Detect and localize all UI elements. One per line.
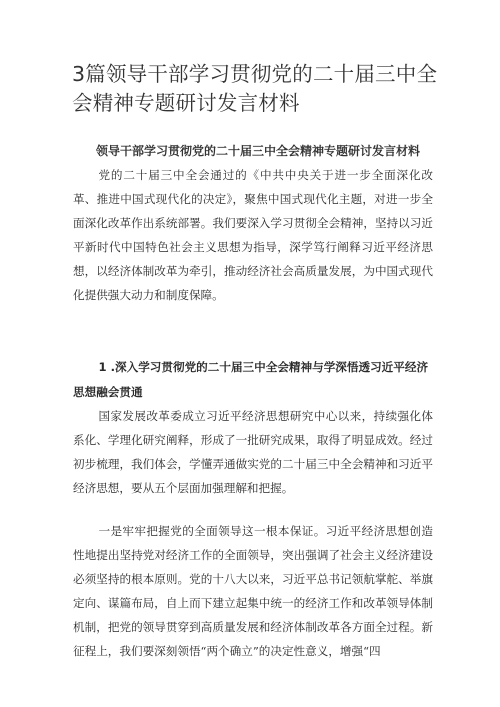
document-subtitle: 领导干部学习贯彻党的二十届三中全会精神专题研讨发言材料 bbox=[96, 144, 421, 158]
paragraph-party-leadership: 一是牢牢把握党的全面领导这一根本保证。习近平经济思想创造性地提出坚持党对经济工作的全面领导，突出强调了社会主义经济建设必须坚持的根本原则。党的十八大以来，习近平总书记领航掌舵、举旗定向、谋篇布局，自上而下建立起集中统一的经济工作和改革领导体制机制，把党的领导贯穿到高质量发展和经济体制改革各方面全过程。新征程上，我们要深刻领悟“两个确立”的决定性意义，增强“四 bbox=[73, 524, 433, 658]
section-heading-1: 1 .深入学习贯彻党的二十届三中全会精神与学深悟透习近平经济思想融会贯通 bbox=[73, 360, 429, 399]
paragraph-intro: 党的二十届三中全会通过的《中共中央关于进一步全面深化改革、推进中国式现代化的决定》，聚焦中国式现代化主题，对进一步全面深化改革作出系统部署。我们要深入学习贯彻全会精神，坚持以习近平新时代中国特色社会主义思想为指导，深学笃行阐释习近平经济思想，以经济体制改革为牵引，推动经济社会高质量发展，为中国式现代化提供强大动力和制度保障。 bbox=[73, 168, 433, 302]
paragraph-research-center: 国家发展改革委成立习近平经济思想研究中心以来，持续强化体系化、学理化研究阐释，形成了一批研究成果，取得了明显成效。经过初步梳理，我们体会，学懂弄通做实党的二十届三中全会精神和习近平经济思想，要从五个层面加强理解和把握。 bbox=[73, 409, 433, 495]
document-title: 3篇领导干部学习贯彻党的二十届三中全会精神专题研讨发言材料 bbox=[72, 62, 438, 115]
